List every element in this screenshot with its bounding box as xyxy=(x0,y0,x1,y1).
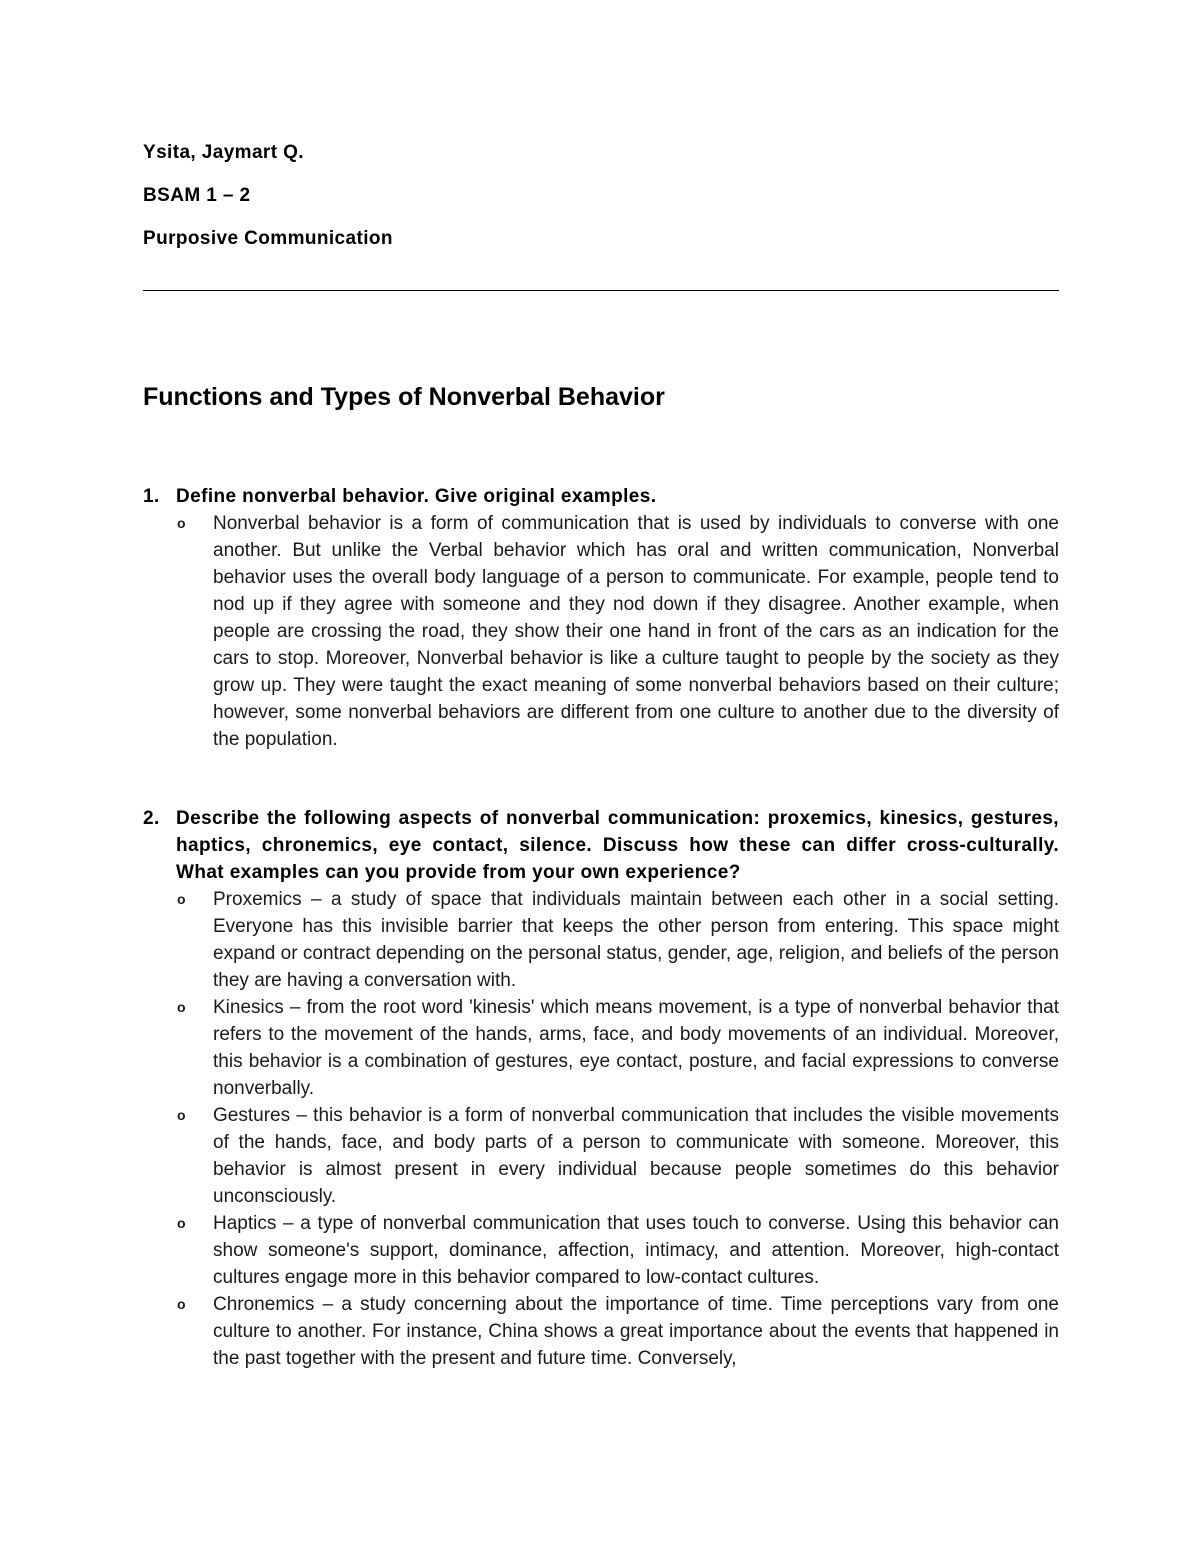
bullet-icon: o xyxy=(177,1296,186,1312)
question-heading xyxy=(143,483,1059,510)
student-name: Ysita, Jaymart Q. xyxy=(143,142,304,163)
bullet-icon: o xyxy=(177,515,186,531)
document-title: Functions and Types of Nonverbal Behavior xyxy=(143,383,665,411)
bullet-icon: o xyxy=(177,891,186,907)
answer-item-proxemics xyxy=(143,886,1059,994)
answer-list xyxy=(143,886,1059,1372)
answer-text: Chronemics – a study concerning about the importance of time. Time perceptions vary from one culture to another. For instance, China shows a great importance about the events that happened in the past together with the present and future time. Conversely, xyxy=(213,1294,1059,1369)
answer-text: Nonverbal behavior is a form of communication that is used by individuals to converse with one another. But unlike the Verbal behavior which has oral and written communication, Nonverbal behavior uses the overall body language of a person to communicate. For example, people tend to nod up if they agree with someone and they nod down if they disagree. Another example, when people are crossing the road, they show their one hand in front of the cars as an indication for the cars to stop. Moreover, Nonverbal behavior is like a culture taught to people by the society as they grow up. They were taught the exact meaning of some nonverbal behaviors based on their culture; however, some nonverbal behaviors are different from one culture to another due to the diversity of the population. xyxy=(213,513,1059,750)
bullet-icon: o xyxy=(177,1215,186,1231)
question-2 xyxy=(143,805,1059,1372)
bullet-icon: o xyxy=(177,999,186,1015)
answer-list xyxy=(143,510,1059,753)
class-section: BSAM 1 – 2 xyxy=(143,185,251,206)
question-text: Define nonverbal behavior. Give original examples. xyxy=(176,486,657,507)
header-divider xyxy=(143,290,1059,291)
question-text: Describe the following aspects of nonverbal communication: proxemics, kinesics, gestures, haptics, chronemics, eye contact, silence. Discuss how these can differ cross-culturally. What examples can you provide from your own experience? xyxy=(176,808,1059,883)
answer-text: Proxemics – a study of space that individuals maintain between each other in a social setting. Everyone has this invisible barrier that keeps the other person from entering. This space might expand or contract depending on the personal status, gender, age, religion, and beliefs of the person they are having a conversation with. xyxy=(213,889,1059,991)
question-heading xyxy=(143,805,1059,886)
answer-text: Kinesics – from the root word 'kinesis' which means movement, is a type of nonverbal behavior that refers to the movement of the hands, arms, face, and body movements of an individual. Moreover, this behavior is a combination of gestures, eye contact, posture, and facial expressions to converse nonverbally. xyxy=(213,997,1059,1099)
answer-item-kinesics xyxy=(143,994,1059,1102)
answer-text: Gestures – this behavior is a form of nonverbal communication that includes the visible movements of the hands, face, and body parts of a person to communicate with someone. Moreover, this behavior is almost present in every individual because people sometimes do this behavior unconsciously. xyxy=(213,1105,1059,1207)
answer-item xyxy=(143,510,1059,753)
answer-text: Haptics – a type of nonverbal communication that uses touch to converse. Using this behavior can show someone's support, dominance, affection, intimacy, and attention. Moreover, high-contact cultures engage more in this behavior compared to low-contact cultures. xyxy=(213,1213,1059,1288)
answer-item-chronemics xyxy=(143,1291,1059,1372)
question-number: 1. xyxy=(143,486,160,507)
bullet-icon: o xyxy=(177,1107,186,1123)
answer-item-haptics xyxy=(143,1210,1059,1291)
course-name: Purposive Communication xyxy=(143,228,393,249)
question-number: 2. xyxy=(143,808,160,829)
question-1 xyxy=(143,483,1059,753)
answer-item-gestures xyxy=(143,1102,1059,1210)
